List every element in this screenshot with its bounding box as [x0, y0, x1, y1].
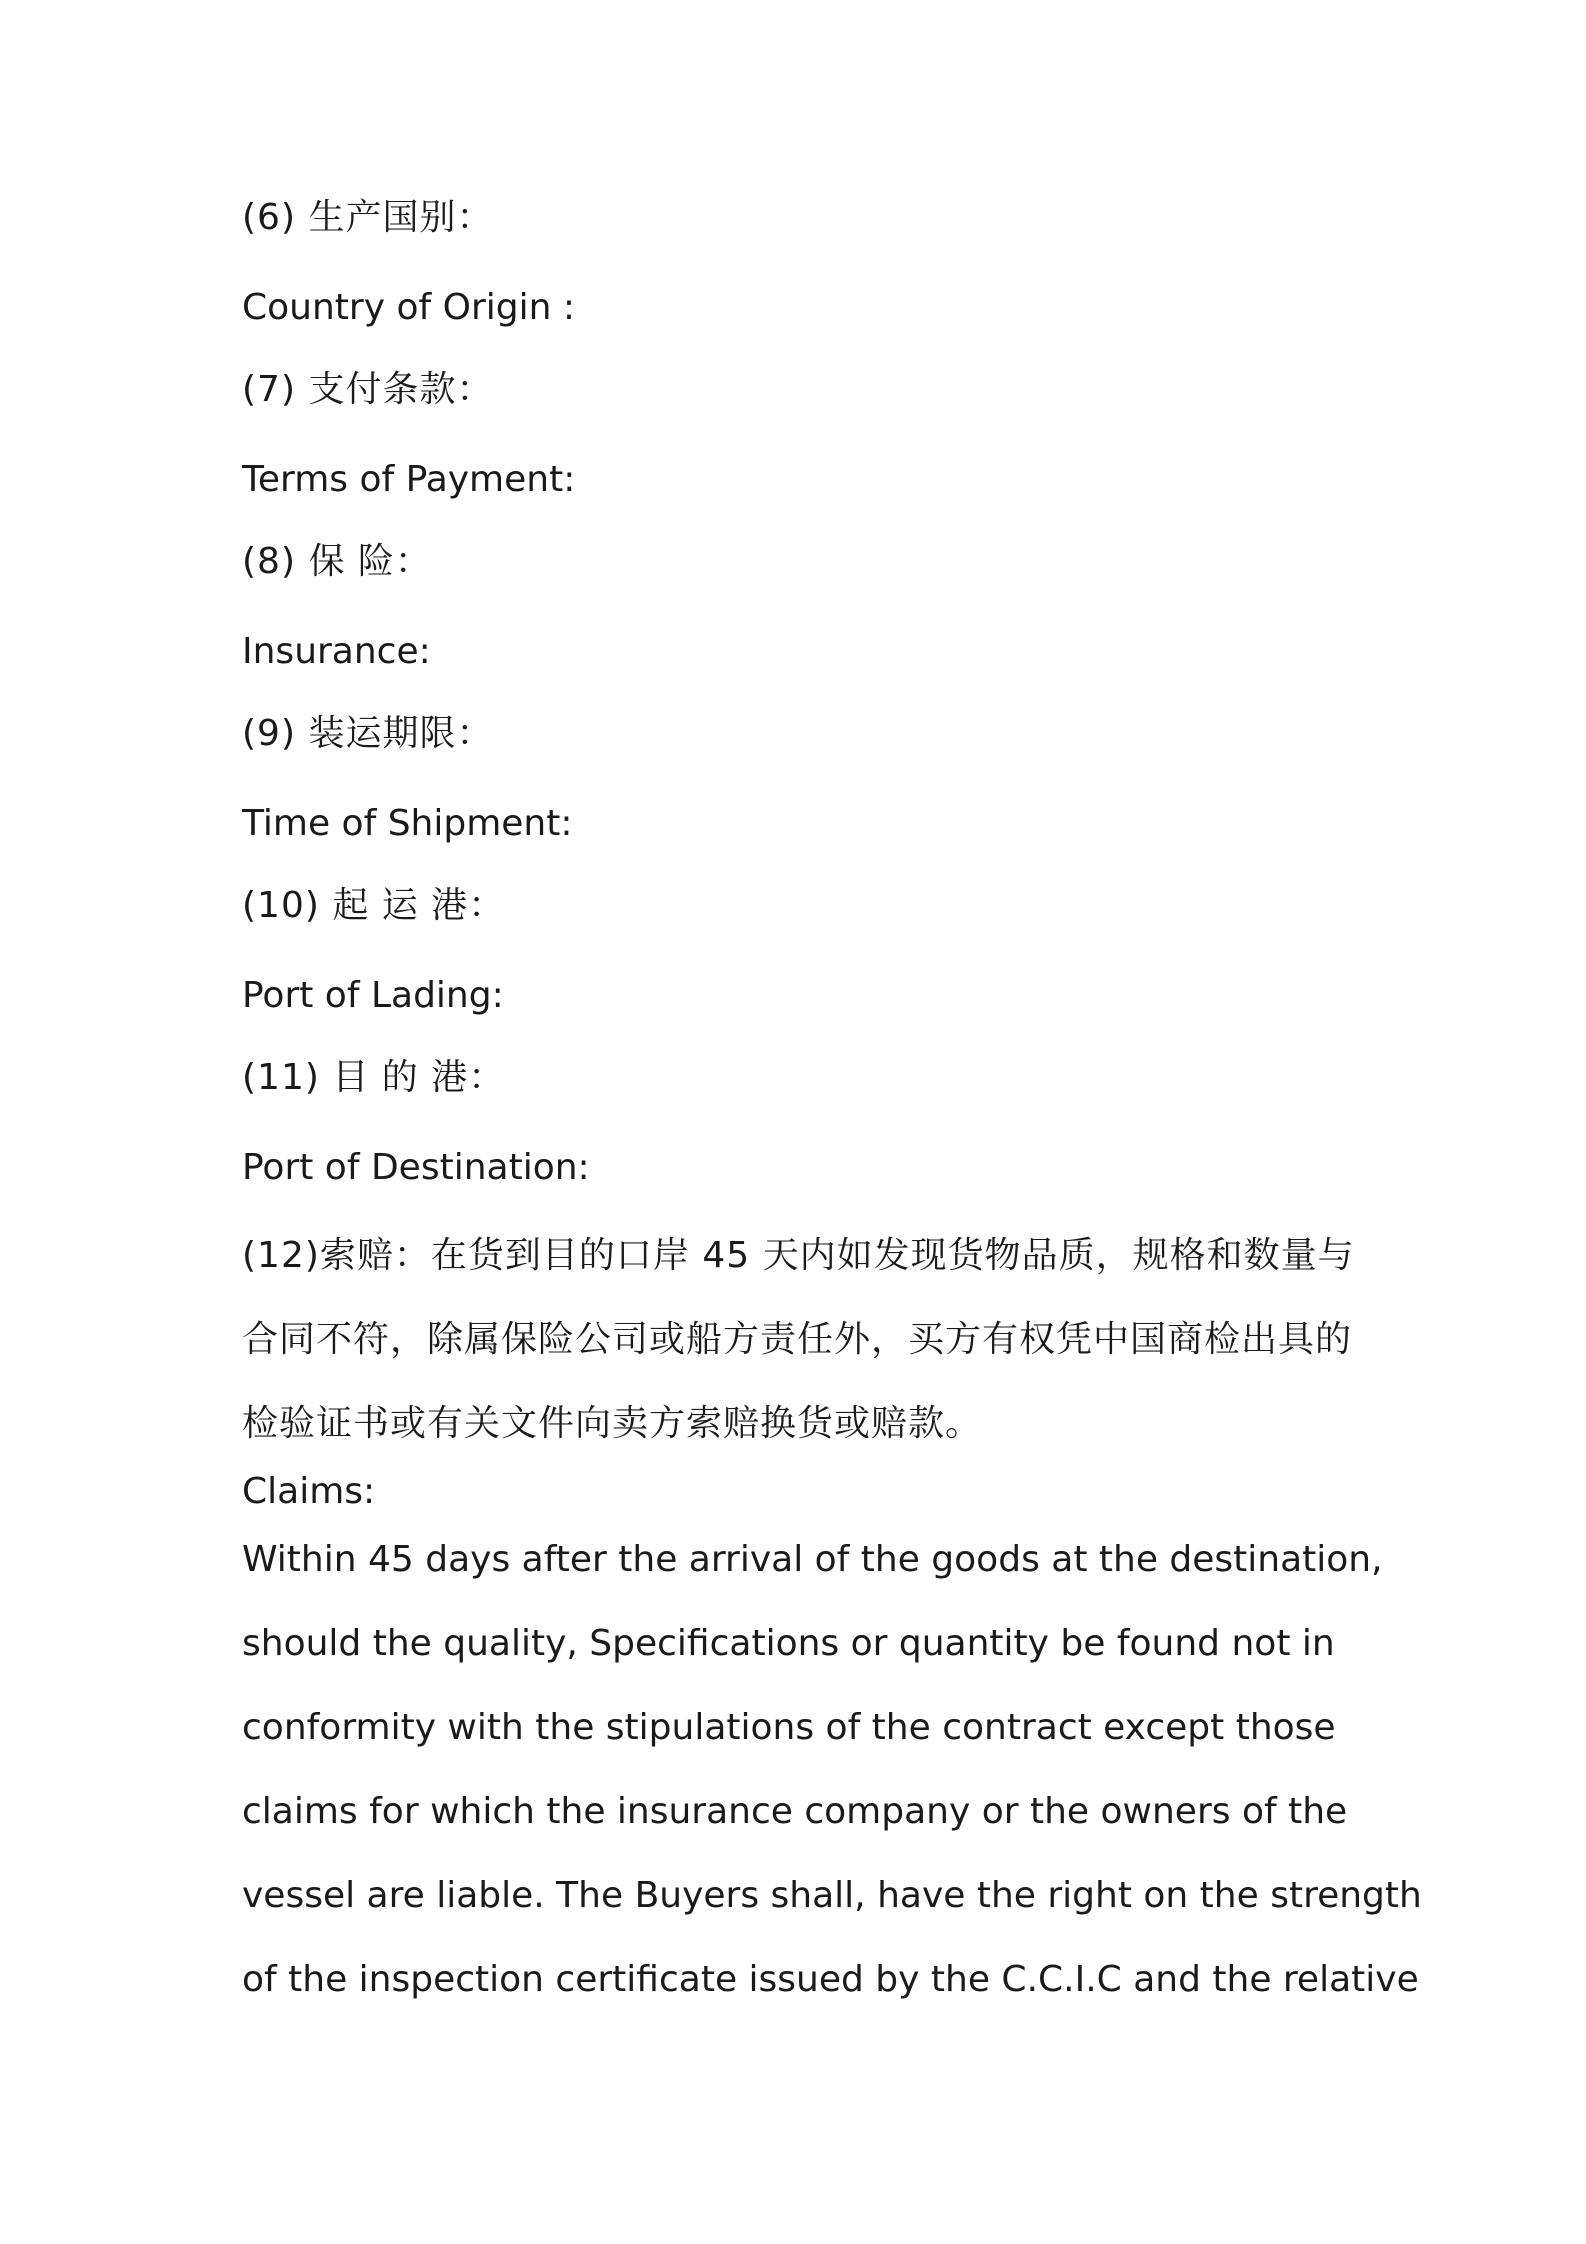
- document-content: [242, 196, 1422, 2022]
- claims-en-paragraph: [242, 1518, 1422, 2022]
- item-11-zh: (11) 目 的 港：: [242, 1057, 506, 1098]
- item-10-zh: (10) 起 运 港：: [242, 885, 506, 926]
- claims-zh-line: 合同不符，除属保险公司或船方责任外，买方有权凭中国商检出具的: [242, 1319, 1353, 1360]
- claims-en-line: vessel are liable. The Buyers shall, have the right on the strength: [242, 1875, 1422, 1916]
- claims-en-line: should the quality, Specifications or quantity be found not in: [242, 1623, 1335, 1664]
- item-11-en: Port of Destination:: [242, 1147, 590, 1188]
- item-8-zh: (8) 保 险：: [242, 541, 432, 582]
- item-10-en: Port of Lading:: [242, 975, 504, 1016]
- item-6-zh: (6) 生产国别：: [242, 197, 494, 238]
- item-9-en: Time of Shipment:: [242, 803, 573, 844]
- claims-zh-line: (12)索赔：在货到目的口岸 45 天内如发现货物品质，规格和数量与: [242, 1235, 1355, 1276]
- item-7-en: Terms of Payment:: [242, 459, 576, 500]
- claims-en-line: claims for which the insurance company or the owners of the: [242, 1791, 1348, 1832]
- item-6-en: Country of Origin :: [242, 287, 575, 328]
- claims-en-line: conformity with the stipulations of the contract except those: [242, 1707, 1336, 1748]
- claims-en-line: of the inspection certificate issued by the C.C.I.C and the relative: [242, 1959, 1419, 2000]
- item-9-zh: (9) 装运期限：: [242, 713, 494, 754]
- claims-zh-paragraph: [242, 1214, 1362, 1466]
- claims-en-line: Within 45 days after the arrival of the goods at the destination,: [242, 1539, 1383, 1580]
- item-7-zh: (7) 支付条款：: [242, 369, 494, 410]
- claims-zh-line: 检验证书或有关文件向卖方索赔换货或赔款。: [242, 1403, 983, 1444]
- claims-en-label: Claims:: [242, 1471, 376, 1512]
- item-8-en: Insurance:: [242, 631, 431, 672]
